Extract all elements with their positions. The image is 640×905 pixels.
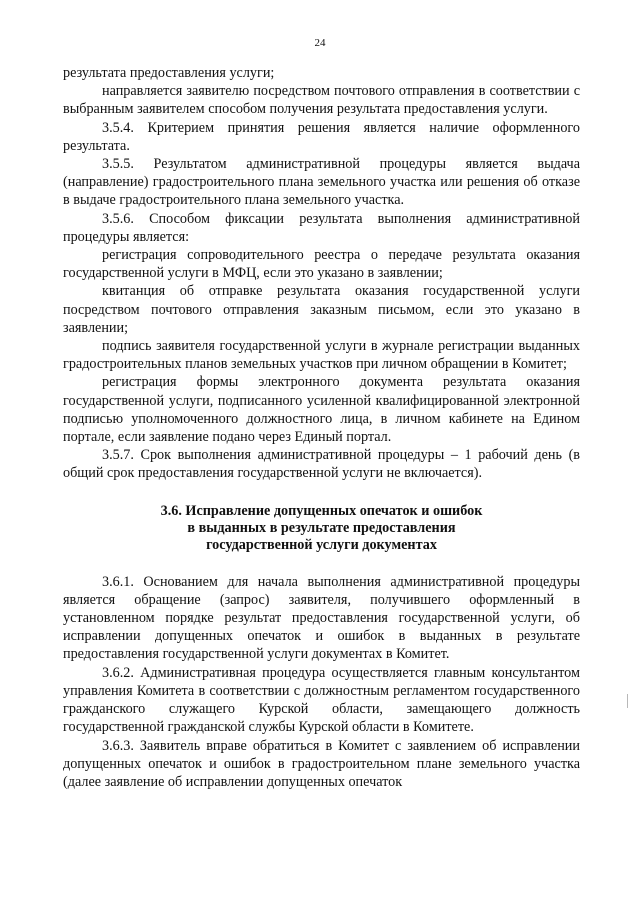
paragraph: квитанция об отправке результата оказания государственной услуги посредством почтового отправления заказным письмом, если это указано в заявлении; <box>63 283 580 336</box>
paragraph: подпись заявителя государственной услуги в журнале регистрации выданных градостроительных планов земельных участков при личном обращении в Комитет; <box>63 338 580 373</box>
section-heading-line: 3.6. Исправление допущенных опечаток и ошибок <box>160 502 483 519</box>
paragraph: направляется заявителю посредством почтового отправления в соответствии с выбранным заявителем способом получения результата предоставления услуги. <box>63 83 580 118</box>
paragraph: 3.6.3. Заявитель вправе обратиться в Комитет с заявлением об исправлении допущенных опечаток и ошибок в градостроительном плане земельного участка (далее заявление об исправлении допущенных опечаток <box>63 737 580 790</box>
paragraph: 3.5.7. Срок выполнения административной процедуры – 1 рабочий день (в общий срок предоставления государственной услуги не включается). <box>63 447 580 482</box>
page-number: 24 <box>314 37 326 49</box>
paragraph: 3.5.6. Способом фиксации результата выполнения административной процедуры является: <box>63 210 580 245</box>
paragraph: результата предоставления услуги; <box>63 65 275 81</box>
paragraph: 3.5.5. Результатом административной процедуры является выдача (направление) градостроительного плана земельного участка или решения об отказе в выдаче градостроительного плана земельного участка. <box>63 156 580 209</box>
section-heading-line: в выданных в результате предоставления <box>187 519 456 536</box>
section-heading-3-6 <box>63 503 580 554</box>
paragraph: 3.5.4. Критерием принятия решения является наличие оформленного результата. <box>63 119 580 154</box>
paragraph: регистрация формы электронного документа результата оказания государственной услуги, подписанного усиленной квалифицированной электронной подписью уполномоченного должностного лица, в личном кабинете на Едином портале, если заявление подано через Единый портал. <box>63 374 580 446</box>
paragraph-group-3-5 <box>63 64 580 483</box>
paragraph-group-3-6 <box>63 573 580 791</box>
document-body <box>63 64 580 791</box>
paragraph: 3.6.1. Основанием для начала выполнения административной процедуры является обращение (запрос) заявителя, получившего оформленный в установленном порядке результат предоставления государственной услуги, об исправлении допущенных опечаток и ошибок в выданных в результате предоставления государственной услуги документах в Комитет. <box>63 573 580 663</box>
paragraph: регистрация сопроводительного реестра о передаче результата оказания государственной услуги в МФЦ, если это указано в заявлении; <box>63 247 580 282</box>
margin-mark <box>627 694 628 708</box>
section-heading-line: государственной услуги документах <box>206 536 437 553</box>
paragraph: 3.6.2. Административная процедура осуществляется главным консультантом управления Комитета в соответствии с должностным регламентом государственного гражданского служащего Курской области, замещающего должность государственной гражданской службы Курской области в Комитете. <box>63 664 580 736</box>
